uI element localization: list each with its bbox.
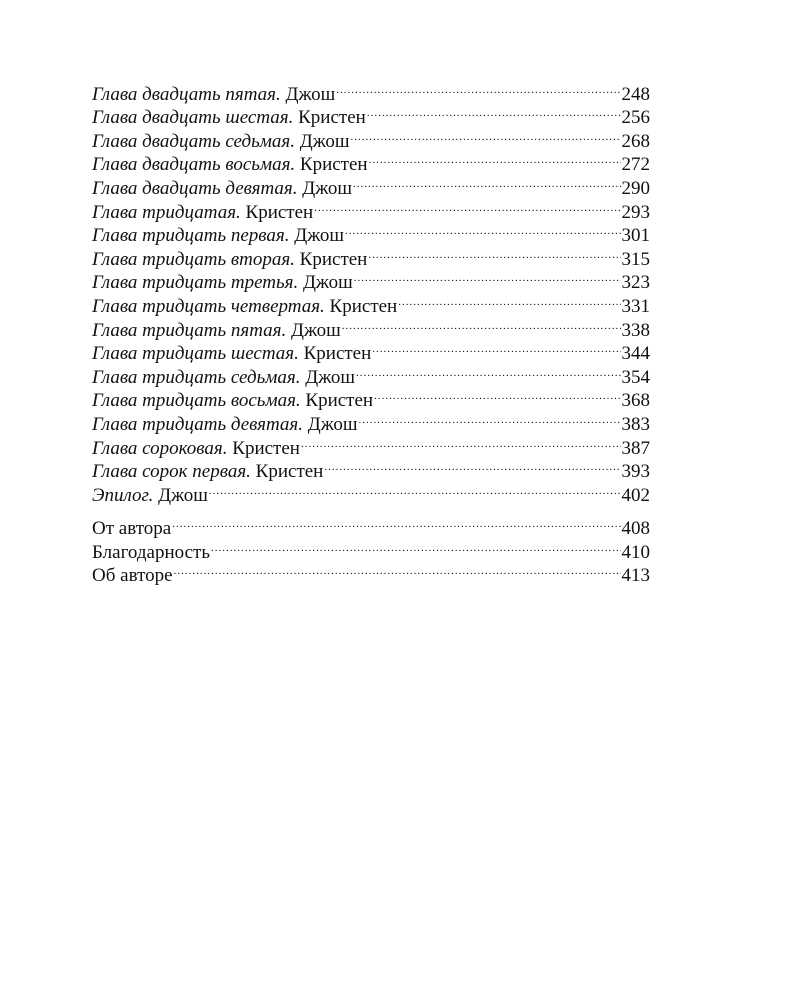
chapter-label: Глава тридцатая. [92, 201, 241, 223]
dot-leader [359, 406, 621, 430]
toc-back-matter-entry [92, 558, 650, 587]
entry-title [92, 177, 352, 201]
back-matter-title: Об авторе [92, 565, 173, 587]
page-number: 331 [621, 295, 650, 317]
entry-title [92, 83, 335, 107]
narrator-name: Кристен [298, 107, 366, 129]
page-number: 408 [621, 518, 650, 540]
narrator-name: Джош [302, 272, 353, 294]
dot-leader [345, 218, 621, 242]
page-number: 272 [621, 154, 650, 176]
dot-leader [336, 76, 620, 100]
page-number: 293 [621, 201, 650, 223]
chapter-label: Глава двадцать восьмая. [92, 154, 296, 176]
narrator-name: Джош [158, 484, 208, 506]
entry-title [92, 271, 353, 295]
back-matter-title: Благодарность [92, 541, 210, 563]
entry-title [92, 106, 366, 130]
dot-leader [398, 288, 620, 312]
toc-back-matter-list [92, 511, 650, 587]
chapter-label: Глава тридцать четвертая. [92, 295, 325, 317]
narrator-name: Кристен [329, 295, 398, 317]
entry-title [92, 224, 344, 248]
entry-title [92, 484, 208, 508]
page-number: 268 [621, 130, 650, 152]
table-of-contents [92, 76, 650, 587]
dot-leader [353, 170, 620, 194]
narrator-name: Джош [307, 413, 358, 435]
chapter-label: Глава сорок первая. [92, 461, 251, 483]
dot-leader [342, 312, 621, 336]
toc-back-matter-entry [92, 534, 650, 563]
page-number: 323 [621, 272, 650, 294]
chapter-label: Глава тридцать первая. [92, 225, 290, 247]
narrator-name: Кристен [232, 437, 300, 459]
chapter-label: Глава двадцать пятая. [92, 83, 281, 105]
dot-leader [211, 534, 621, 558]
dot-leader [172, 511, 620, 535]
page-number: 368 [621, 390, 650, 412]
chapter-label: Глава тридцать шестая. [92, 343, 299, 365]
back-matter-title: От автора [92, 518, 172, 540]
dot-leader [354, 265, 621, 289]
chapter-label: Глава тридцать седьмая. [92, 366, 301, 388]
page-number: 301 [621, 225, 650, 247]
page-number: 413 [621, 565, 650, 587]
chapter-label: Глава тридцать вторая. [92, 248, 295, 270]
entry-title [92, 389, 373, 413]
page-number: 248 [621, 83, 650, 105]
chapter-label: Глава тридцать восьмая. [92, 390, 301, 412]
entry-title [92, 342, 371, 366]
narrator-name: Джош [290, 319, 341, 341]
entry-title [92, 153, 368, 177]
chapter-label: Глава тридцать пятая. [92, 319, 287, 341]
entry-title [92, 564, 173, 588]
dot-leader [368, 241, 620, 265]
page-number: 402 [621, 484, 650, 506]
dot-leader [314, 194, 620, 218]
dot-leader [372, 336, 620, 360]
entry-title [92, 319, 341, 343]
page-number: 290 [621, 177, 650, 199]
page-number: 256 [621, 107, 650, 129]
dot-leader [174, 558, 621, 582]
entry-title [92, 517, 171, 541]
narrator-name: Джош [299, 130, 350, 152]
narrator-name: Кристен [303, 343, 372, 365]
page-number: 410 [621, 541, 650, 563]
page-number: 383 [621, 413, 650, 435]
chapter-label: Глава сороковая. [92, 437, 228, 459]
dot-leader [369, 147, 621, 171]
page-number: 393 [621, 461, 650, 483]
narrator-name: Джош [302, 177, 353, 199]
dot-leader [324, 454, 620, 478]
page-number: 338 [621, 319, 650, 341]
page-number: 344 [621, 343, 650, 365]
narrator-name: Джош [305, 366, 355, 388]
toc-back-matter-entry [92, 511, 650, 540]
entry-title [92, 130, 349, 154]
dot-leader [350, 123, 620, 147]
dot-leader [209, 477, 621, 501]
narrator-name: Кристен [255, 461, 324, 483]
dot-leader [301, 430, 621, 454]
dot-leader [374, 383, 620, 407]
narrator-name: Джош [294, 225, 344, 247]
toc-chapter-entry [92, 76, 650, 105]
entry-title [92, 248, 367, 272]
chapter-label: Глава двадцать девятая. [92, 177, 298, 199]
page-number: 315 [621, 248, 650, 270]
chapter-label: Глава двадцать седьмая. [92, 130, 295, 152]
chapter-label: Глава двадцать шестая. [92, 107, 294, 129]
narrator-name: Кристен [305, 390, 374, 412]
narrator-name: Кристен [245, 201, 314, 223]
chapter-label: Эпилог. [92, 484, 154, 506]
narrator-name: Кристен [299, 154, 368, 176]
dot-leader [356, 359, 621, 383]
entry-title [92, 437, 300, 461]
narrator-name: Кристен [299, 248, 368, 270]
page-number: 354 [621, 366, 650, 388]
entry-title [92, 201, 313, 225]
dot-leader [367, 100, 621, 124]
entry-title [92, 366, 355, 390]
page-number: 387 [621, 437, 650, 459]
chapter-label: Глава тридцать девятая. [92, 413, 304, 435]
chapter-label: Глава тридцать третья. [92, 272, 299, 294]
toc-chapters-list [92, 76, 650, 506]
narrator-name: Джош [285, 83, 336, 105]
